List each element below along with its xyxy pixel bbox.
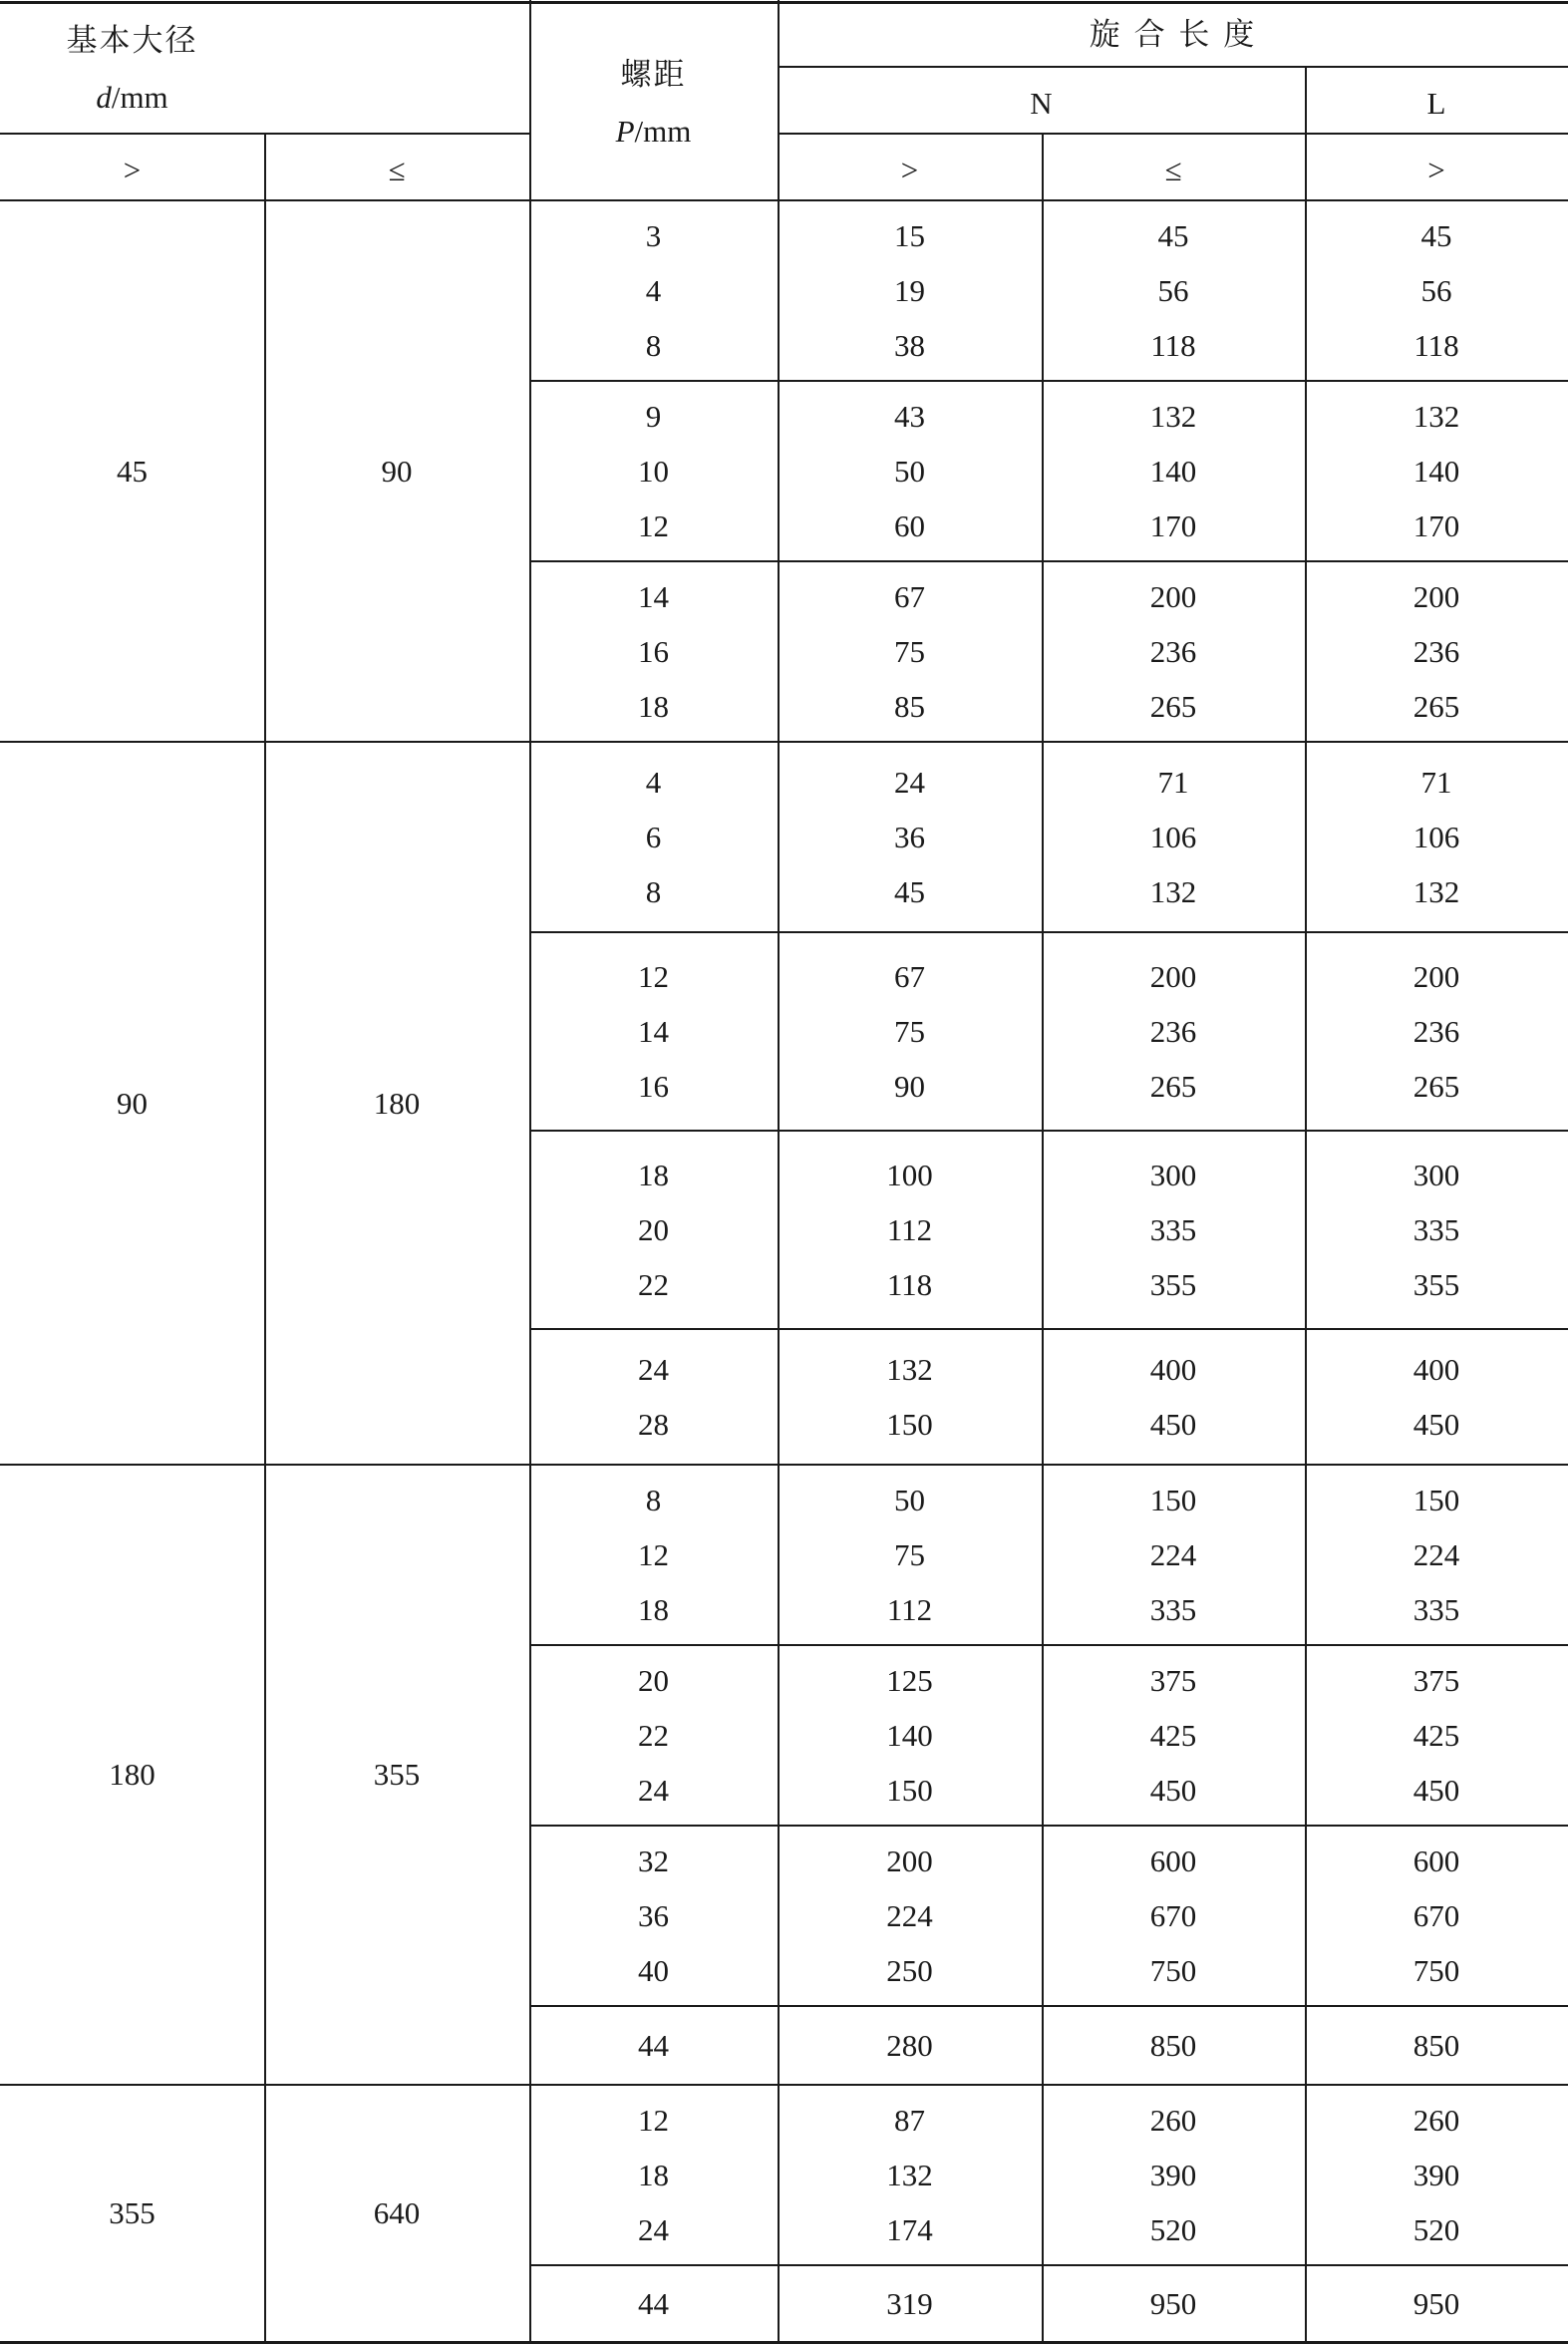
d-min-cell: 180 — [109, 1757, 156, 1792]
n-max-cell: 170 — [1149, 507, 1197, 543]
block-divider — [529, 2264, 1568, 2266]
body-vline-4 — [1042, 199, 1044, 2341]
l-min-cell: 170 — [1412, 507, 1460, 543]
pitch-cell: 8 — [645, 873, 662, 909]
block-divider — [529, 1130, 1568, 1132]
d-le-header: ≤ — [388, 153, 406, 187]
l-min-cell: 236 — [1412, 633, 1460, 669]
pitch-cell: 12 — [638, 507, 669, 543]
pitch-cell: 44 — [638, 2285, 669, 2321]
d-unit: /mm — [111, 80, 168, 115]
n-min-cell: 174 — [886, 2211, 933, 2247]
l-min-cell: 375 — [1412, 1662, 1460, 1698]
pitch-cell: 32 — [638, 1842, 669, 1878]
pitch-cell: 16 — [638, 633, 669, 669]
n-max-cell: 200 — [1149, 958, 1197, 994]
n-max-cell: 300 — [1149, 1157, 1197, 1192]
pitch-cell: 8 — [645, 327, 662, 363]
n-min-cell: 50 — [894, 1482, 925, 1517]
l-min-cell: 140 — [1412, 453, 1460, 489]
l-min-cell: 45 — [1420, 217, 1452, 253]
n-min-cell: 150 — [886, 1772, 933, 1808]
n-max-cell: 600 — [1149, 1842, 1197, 1878]
n-min-cell: 43 — [894, 398, 925, 434]
block-divider — [529, 560, 1568, 562]
pitch-cell: 4 — [645, 272, 662, 308]
n-max-cell: 520 — [1149, 2211, 1197, 2247]
d-max-cell: 640 — [373, 2195, 421, 2230]
n-min-cell: 19 — [894, 272, 925, 308]
pitch-cell: 28 — [638, 1406, 669, 1442]
block-divider — [529, 1644, 1568, 1646]
d-gt-header: > — [123, 153, 142, 187]
l-min-cell: 200 — [1412, 958, 1460, 994]
pitch-header: 螺距 — [620, 57, 687, 93]
header-vline-1 — [264, 133, 266, 199]
basic-diameter-unit — [0, 82, 264, 113]
pitch-cell: 22 — [638, 1717, 669, 1753]
d-max-cell: 180 — [373, 1085, 421, 1121]
header-vline-4 — [1042, 133, 1044, 199]
pitch-cell: 24 — [638, 1772, 669, 1808]
l-min-cell: 224 — [1412, 1536, 1460, 1572]
n-max-cell: 236 — [1149, 633, 1197, 669]
d-max-cell: 90 — [381, 453, 413, 489]
l-min-cell: 670 — [1412, 1897, 1460, 1933]
group-n-header: N — [1030, 86, 1053, 121]
pitch-cell: 18 — [638, 2157, 669, 2192]
n-min-cell: 224 — [886, 1897, 933, 1933]
pitch-cell: 12 — [638, 1536, 669, 1572]
n-max-cell: 950 — [1149, 2285, 1197, 2321]
block-divider — [529, 1328, 1568, 1330]
pitch-cell: 40 — [638, 1952, 669, 1988]
l-min-cell: 200 — [1412, 578, 1460, 614]
n-max-cell: 71 — [1157, 764, 1189, 800]
pitch-cell: 14 — [638, 578, 669, 614]
d-variable: d — [96, 80, 112, 115]
header-bottom-rule — [0, 199, 1568, 201]
n-min-cell: 50 — [894, 453, 925, 489]
header-vline-3 — [778, 0, 780, 199]
n-min-cell: 36 — [894, 819, 925, 854]
l-min-cell: 750 — [1412, 1952, 1460, 1988]
n-max-cell: 670 — [1149, 1897, 1197, 1933]
l-min-cell: 260 — [1412, 2102, 1460, 2138]
pitch-unit — [529, 116, 778, 147]
header-vline-2 — [529, 0, 531, 199]
n-max-cell: 850 — [1149, 2027, 1197, 2063]
n-min-cell: 85 — [894, 688, 925, 724]
n-max-cell: 118 — [1150, 327, 1196, 363]
n-min-cell: 60 — [894, 507, 925, 543]
n-max-cell: 400 — [1149, 1351, 1197, 1387]
n-min-cell: 75 — [894, 633, 925, 669]
n-max-cell: 132 — [1149, 873, 1197, 909]
l-min-cell: 236 — [1412, 1013, 1460, 1049]
l-min-cell: 355 — [1412, 1266, 1460, 1302]
n-max-cell: 132 — [1149, 398, 1197, 434]
n-max-cell: 375 — [1149, 1662, 1197, 1698]
block-divider — [529, 2005, 1568, 2007]
n-min-cell: 250 — [886, 1952, 933, 1988]
group-l-header: L — [1426, 86, 1446, 121]
n-max-cell: 236 — [1149, 1013, 1197, 1049]
n-min-cell: 125 — [886, 1662, 933, 1698]
pitch-cell: 8 — [645, 1482, 662, 1517]
n-min-cell: 45 — [894, 873, 925, 909]
l-min-cell: 450 — [1412, 1406, 1460, 1442]
n-max-cell: 106 — [1149, 819, 1197, 854]
basic-diameter-header: 基本大径 — [66, 23, 198, 59]
d-min-cell: 355 — [109, 2195, 156, 2230]
n-gt-header: > — [900, 153, 919, 187]
pitch-cell: 12 — [638, 2102, 669, 2138]
n-l-underline — [778, 133, 1568, 135]
pitch-cell: 22 — [638, 1266, 669, 1302]
pitch-cell: 36 — [638, 1897, 669, 1933]
l-min-cell: 335 — [1412, 1211, 1460, 1247]
block-divider — [529, 1825, 1568, 1827]
n-le-header: ≤ — [1164, 153, 1182, 187]
l-min-cell: 520 — [1412, 2211, 1460, 2247]
l-min-cell: 71 — [1420, 764, 1452, 800]
n-max-cell: 45 — [1157, 217, 1189, 253]
body-vline-5 — [1305, 199, 1307, 2341]
d-max-cell: 355 — [373, 1757, 421, 1792]
n-min-cell: 75 — [894, 1536, 925, 1572]
n-min-cell: 319 — [886, 2285, 933, 2321]
pitch-cell: 14 — [638, 1013, 669, 1049]
n-min-cell: 24 — [894, 764, 925, 800]
pitch-cell: 10 — [638, 453, 669, 489]
block-divider — [529, 380, 1568, 382]
pitch-cell: 18 — [638, 1591, 669, 1627]
n-min-cell: 87 — [894, 2102, 925, 2138]
n-max-cell: 750 — [1149, 1952, 1197, 1988]
l-min-cell: 425 — [1412, 1717, 1460, 1753]
l-min-cell: 300 — [1412, 1157, 1460, 1192]
p-variable: P — [615, 114, 635, 149]
n-min-cell: 150 — [886, 1406, 933, 1442]
l-min-cell: 132 — [1412, 873, 1460, 909]
body-vline-1 — [264, 199, 266, 2341]
l-min-cell: 265 — [1412, 1068, 1460, 1104]
engagement-length-header: 旋 合 长 度 — [1089, 17, 1257, 53]
p-unit: /mm — [634, 114, 692, 149]
n-max-cell: 390 — [1149, 2157, 1197, 2192]
n-max-cell: 265 — [1149, 1068, 1197, 1104]
n-min-cell: 67 — [894, 958, 925, 994]
d-min-cell: 45 — [117, 453, 148, 489]
l-min-cell: 265 — [1412, 688, 1460, 724]
n-max-cell: 260 — [1149, 2102, 1197, 2138]
n-max-cell: 355 — [1149, 1266, 1197, 1302]
pitch-cell: 3 — [645, 217, 662, 253]
l-min-cell: 950 — [1412, 2285, 1460, 2321]
n-max-cell: 265 — [1149, 688, 1197, 724]
pitch-cell: 9 — [645, 398, 662, 434]
body-vline-2 — [529, 199, 531, 2341]
n-max-cell: 150 — [1149, 1482, 1197, 1517]
n-max-cell: 450 — [1149, 1772, 1197, 1808]
l-min-cell: 132 — [1412, 398, 1460, 434]
pitch-cell: 24 — [638, 2211, 669, 2247]
n-min-cell: 38 — [894, 327, 925, 363]
n-min-cell: 140 — [886, 1717, 933, 1753]
n-max-cell: 224 — [1149, 1536, 1197, 1572]
n-max-cell: 450 — [1149, 1406, 1197, 1442]
block-divider — [529, 931, 1568, 933]
n-max-cell: 56 — [1157, 272, 1189, 308]
n-min-cell: 100 — [886, 1157, 933, 1192]
n-min-cell: 200 — [886, 1842, 933, 1878]
group-divider — [0, 741, 1568, 743]
n-min-cell: 90 — [894, 1068, 925, 1104]
n-min-cell: 132 — [886, 1351, 933, 1387]
pitch-cell: 12 — [638, 958, 669, 994]
n-min-cell: 112 — [886, 1591, 933, 1627]
n-min-cell: 67 — [894, 578, 925, 614]
n-min-cell: 132 — [886, 2157, 933, 2192]
n-max-cell: 335 — [1149, 1211, 1197, 1247]
table-top-rule — [0, 1, 1568, 4]
pitch-cell: 24 — [638, 1351, 669, 1387]
d-min-cell: 90 — [117, 1085, 148, 1121]
l-min-cell: 118 — [1413, 327, 1459, 363]
pitch-cell: 18 — [638, 1157, 669, 1192]
group-divider — [0, 2084, 1568, 2086]
l-min-cell: 400 — [1412, 1351, 1460, 1387]
l-min-cell: 106 — [1412, 819, 1460, 854]
l-min-cell: 600 — [1412, 1842, 1460, 1878]
header-vline-5 — [1305, 66, 1307, 199]
engagement-underline — [778, 66, 1568, 68]
n-min-cell: 15 — [894, 217, 925, 253]
pitch-cell: 18 — [638, 688, 669, 724]
n-min-cell: 280 — [886, 2027, 933, 2063]
n-max-cell: 335 — [1149, 1591, 1197, 1627]
n-min-cell: 118 — [886, 1266, 933, 1302]
n-max-cell: 200 — [1149, 578, 1197, 614]
pitch-cell: 20 — [638, 1211, 669, 1247]
l-min-cell: 150 — [1412, 1482, 1460, 1517]
l-min-cell: 450 — [1412, 1772, 1460, 1808]
n-max-cell: 425 — [1149, 1717, 1197, 1753]
l-gt-header: > — [1427, 153, 1445, 187]
l-min-cell: 390 — [1412, 2157, 1460, 2192]
body-vline-3 — [778, 199, 780, 2341]
pitch-cell: 6 — [645, 819, 662, 854]
group-divider — [0, 1464, 1568, 1466]
l-min-cell: 335 — [1412, 1591, 1460, 1627]
n-max-cell: 140 — [1149, 453, 1197, 489]
pitch-cell: 20 — [638, 1662, 669, 1698]
n-min-cell: 112 — [886, 1211, 933, 1247]
l-min-cell: 850 — [1412, 2027, 1460, 2063]
pitch-cell: 4 — [645, 764, 662, 800]
pitch-cell: 16 — [638, 1068, 669, 1104]
l-min-cell: 56 — [1420, 272, 1452, 308]
n-min-cell: 75 — [894, 1013, 925, 1049]
pitch-cell: 44 — [638, 2027, 669, 2063]
